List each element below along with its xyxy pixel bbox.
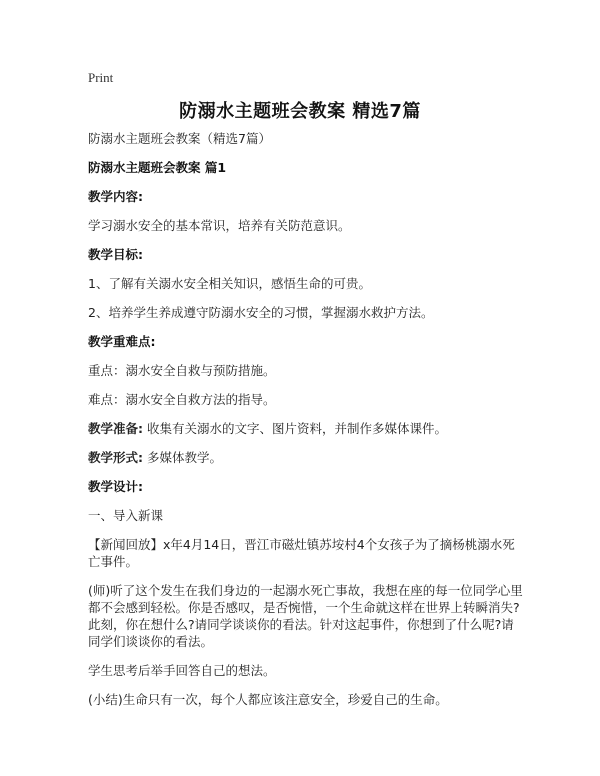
key-point: 重点：溺水安全自救与预防措施。: [88, 363, 276, 378]
form-text: 多媒体教学。: [146, 450, 222, 465]
design-heading: 教学设计:: [88, 479, 143, 494]
difficult-point: 难点：溺水安全自救方法的指导。: [88, 392, 276, 407]
step-1: 一、导入新课: [88, 508, 164, 523]
goal-item-1: 1、了解有关溺水安全相关知识，感悟生命的可贵。: [88, 276, 371, 291]
content-heading: 教学内容:: [88, 189, 143, 204]
form-paragraph: [88, 449, 523, 466]
subtitle: 防溺水主题班会教案（精选7篇）: [88, 131, 271, 146]
goal-item-2: 2、培养学生养成遵守防溺水安全的习惯，掌握溺水救护方法。: [88, 305, 434, 320]
content-text: 学习溺水安全的基本常识，培养有关防范意识。: [88, 218, 351, 233]
key-heading: 教学重难点:: [88, 334, 156, 349]
prep-paragraph: [88, 420, 523, 437]
section-title: 防溺水主题班会教案 篇1: [88, 160, 227, 175]
document-title: 防溺水主题班会教案 精选7篇: [179, 101, 421, 122]
students-paragraph: 学生思考后举手回答自己的想法。: [88, 663, 276, 678]
form-label: 教学形式:: [88, 450, 143, 465]
prep-label: 教学准备:: [88, 421, 143, 436]
summary-paragraph: (小结)生命只有一次，每个人都应该注意安全，珍爱自己的生命。: [88, 692, 448, 707]
news-paragraph: 【新闻回放】x年4月14日，晋江市磁灶镇苏垵村4个女孩子为了摘杨桃溺水死亡事件。: [88, 537, 515, 569]
document-content: [88, 130, 523, 720]
goal-heading: 教学目标:: [88, 247, 143, 262]
teacher-paragraph: (师)听了这个发生在我们身边的一起溺水死亡事故，我想在座的每一位同学心里都不会感到轻松。你是否感叹，是否惋惜，一个生命就这样在世界上转瞬消失?此刻，你在想什么?请同学谈谈你的看法。针对这起事件，你想到了什么呢?请同学们谈谈你的看法。: [88, 583, 523, 649]
prep-text: 收集有关溺水的文字、图片资料，并制作多媒体课件。: [146, 421, 447, 436]
print-label: Print: [88, 70, 114, 85]
